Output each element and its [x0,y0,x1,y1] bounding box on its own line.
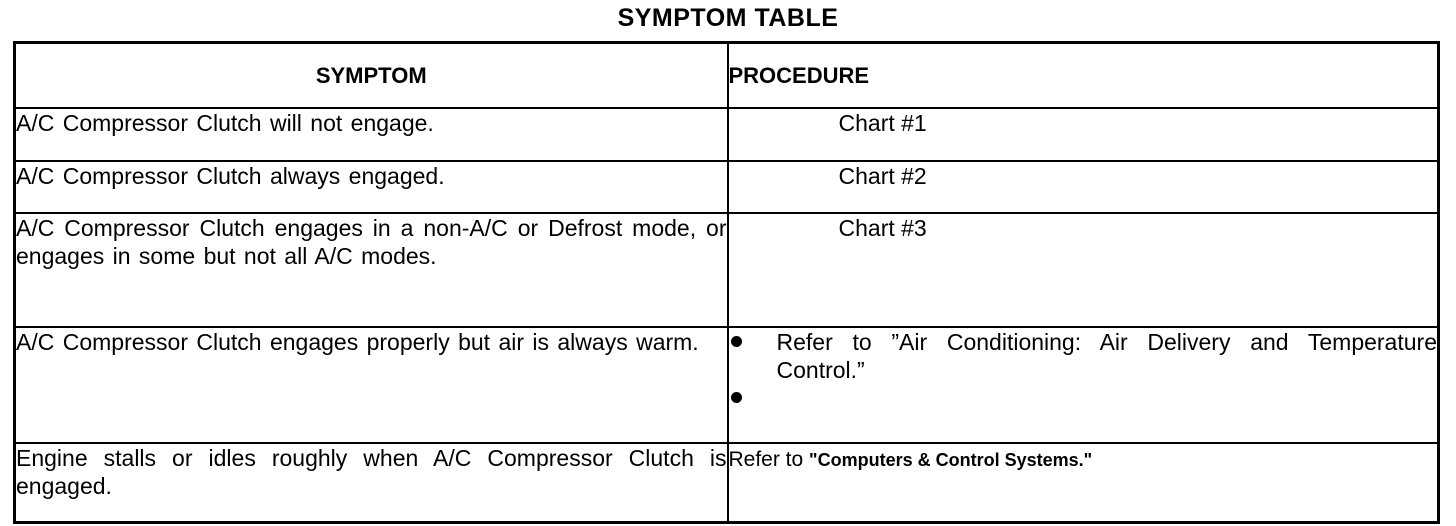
refer-target: "Computers & Control Systems." [809,450,1093,470]
procedure-cell [728,327,1439,443]
symptom-cell: A/C Compressor Clutch always engaged. [15,161,728,213]
table-row [15,161,1439,213]
chart-reference: Chart #1 [838,110,927,136]
procedure-reference [729,448,1093,471]
column-header-procedure: PROCEDURE [728,43,1439,109]
symptom-cell: A/C Compressor Clutch engages properly but air is always warm. [15,327,728,443]
chart-reference: Chart #3 [838,215,927,241]
procedure-cell [728,443,1439,522]
bullet-text: Refer to ”Air Conditioning: Air Delivery and Temperature Control.” [776,329,1437,383]
list-item [729,384,1438,412]
list-item [729,328,1438,384]
table-header-row [15,43,1439,109]
bullet-icon [731,336,742,347]
bullet-icon [731,392,742,403]
procedure-bullet-list [729,328,1438,412]
table-row [15,443,1439,522]
table-row [15,327,1439,443]
table-row [15,108,1439,161]
procedure-cell [728,108,1439,161]
symptom-cell: A/C Compressor Clutch engages in a non-A/C or Defrost mode, or engages in some but not all A/C modes. [15,213,728,327]
symptom-cell: Engine stalls or idles roughly when A/C Compressor Clutch is engaged. [15,443,728,522]
procedure-cell [728,161,1439,213]
page-title: SYMPTOM TABLE [617,4,839,32]
refer-prefix: Refer to [728,448,804,471]
procedure-cell [728,213,1439,327]
column-header-symptom: SYMPTOM [15,43,728,109]
chart-reference: Chart #2 [838,163,927,189]
table-row [15,213,1439,327]
symptom-table [13,41,1440,524]
symptom-cell: A/C Compressor Clutch will not engage. [15,108,728,161]
